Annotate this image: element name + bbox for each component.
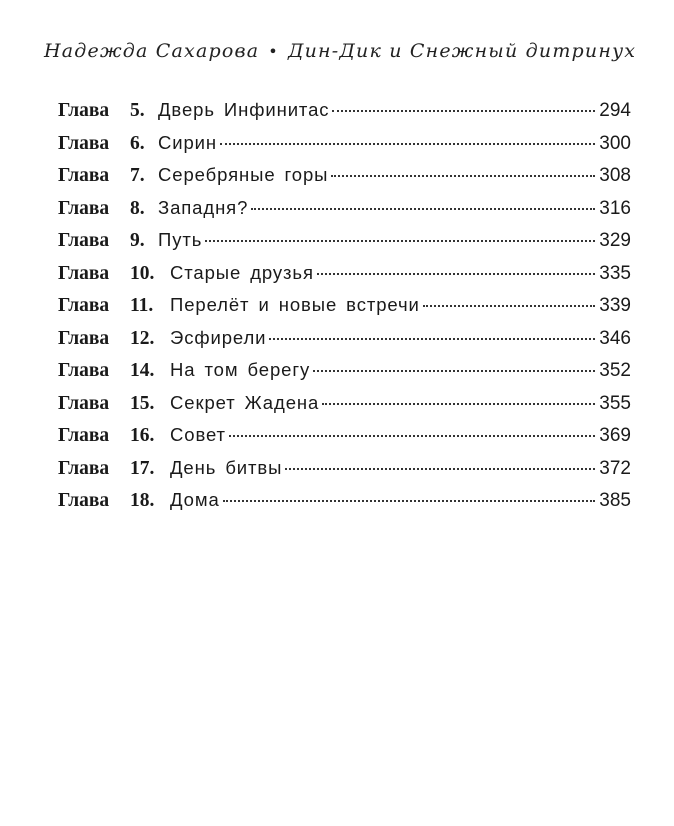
dot-leader — [423, 305, 596, 307]
dot-leader — [331, 175, 595, 177]
chapter-number: 12. — [130, 327, 155, 349]
chapter-page-number: 316 — [599, 197, 631, 219]
chapter-page-number: 339 — [599, 295, 631, 316]
chapter-title: День битвы — [170, 456, 283, 478]
chapter-page-number: 369 — [599, 425, 631, 446]
chapter-number: 15. — [130, 392, 155, 414]
chapter-page-number: 385 — [599, 490, 631, 511]
dot-leader — [332, 110, 595, 112]
chapter-page-number: 352 — [599, 360, 631, 381]
dot-leader — [220, 143, 595, 145]
chapter-page-number: 346 — [599, 327, 631, 349]
toc-entry — [58, 424, 631, 457]
chapter-label: Глава — [58, 197, 110, 219]
header-book-title: Дин-Дик и Снежный дитринух — [287, 40, 637, 62]
chapter-title: Эсфирели — [170, 326, 267, 348]
chapter-label: Глава — [58, 360, 110, 381]
chapter-page-number: 372 — [599, 457, 631, 479]
chapter-label: Глава — [58, 132, 110, 154]
chapter-label: Глава — [58, 295, 110, 316]
dot-leader — [317, 273, 595, 275]
chapter-number: 18. — [130, 490, 155, 511]
dot-leader — [285, 468, 595, 470]
chapter-number: 14. — [130, 360, 155, 381]
toc-entry — [58, 392, 631, 425]
dot-leader — [251, 208, 595, 210]
dot-leader — [223, 500, 596, 502]
chapter-label: Глава — [58, 100, 110, 121]
toc-entry — [58, 359, 631, 392]
toc-entry — [58, 457, 631, 490]
dot-leader — [205, 240, 595, 242]
header-separator: • — [268, 42, 279, 61]
header-author: Надежда Сахарова — [44, 40, 260, 62]
running-header — [44, 40, 637, 62]
toc-entry — [58, 99, 631, 132]
chapter-label: Глава — [58, 392, 110, 414]
chapter-number: 10. — [130, 262, 155, 284]
chapter-label: Глава — [58, 230, 110, 251]
chapter-page-number: 300 — [599, 132, 631, 154]
chapter-title: Перелёт и новые встречи — [170, 294, 420, 315]
chapter-label: Глава — [58, 262, 110, 284]
dot-leader — [229, 435, 595, 437]
chapter-page-number: 335 — [599, 262, 631, 284]
toc-entry — [58, 197, 631, 230]
chapter-number: 5. — [130, 100, 145, 121]
chapter-page-number: 355 — [599, 392, 631, 414]
toc-entry — [58, 164, 631, 197]
chapter-title: Серебряные горы — [158, 164, 329, 185]
chapter-number: 11. — [130, 295, 154, 316]
chapter-number: 7. — [130, 165, 145, 186]
chapter-number: 6. — [130, 132, 145, 154]
chapter-label: Глава — [58, 425, 110, 446]
chapter-title: Сирин — [158, 131, 218, 153]
toc-entry — [58, 294, 631, 327]
chapter-title: Западня? — [158, 196, 249, 218]
chapter-number: 16. — [130, 425, 155, 446]
chapter-label: Глава — [58, 165, 110, 186]
toc-entry — [58, 229, 631, 262]
chapter-page-number: 308 — [599, 165, 631, 186]
chapter-title: Путь — [158, 229, 203, 250]
toc-entry — [58, 327, 631, 360]
chapter-title: Совет — [170, 424, 226, 445]
chapter-label: Глава — [58, 327, 110, 349]
toc-entry — [58, 489, 631, 522]
chapter-page-number: 294 — [599, 100, 631, 121]
chapter-title: Дверь Инфинитас — [158, 99, 330, 120]
chapter-page-number: 329 — [599, 230, 631, 251]
chapter-title: Дома — [170, 489, 220, 510]
toc-entry — [58, 132, 631, 165]
toc-entry — [58, 262, 631, 295]
dot-leader — [322, 403, 595, 405]
chapter-title: Старые друзья — [170, 261, 314, 283]
chapter-title: На том берегу — [170, 359, 311, 380]
dot-leader — [313, 370, 595, 372]
chapter-label: Глава — [58, 457, 110, 479]
chapter-label: Глава — [58, 490, 110, 511]
chapter-title: Секрет Жадена — [170, 391, 320, 413]
chapter-number: 8. — [130, 197, 145, 219]
chapter-number: 9. — [130, 230, 145, 251]
dot-leader — [269, 338, 595, 340]
table-of-contents — [58, 99, 631, 522]
chapter-number: 17. — [130, 457, 155, 479]
